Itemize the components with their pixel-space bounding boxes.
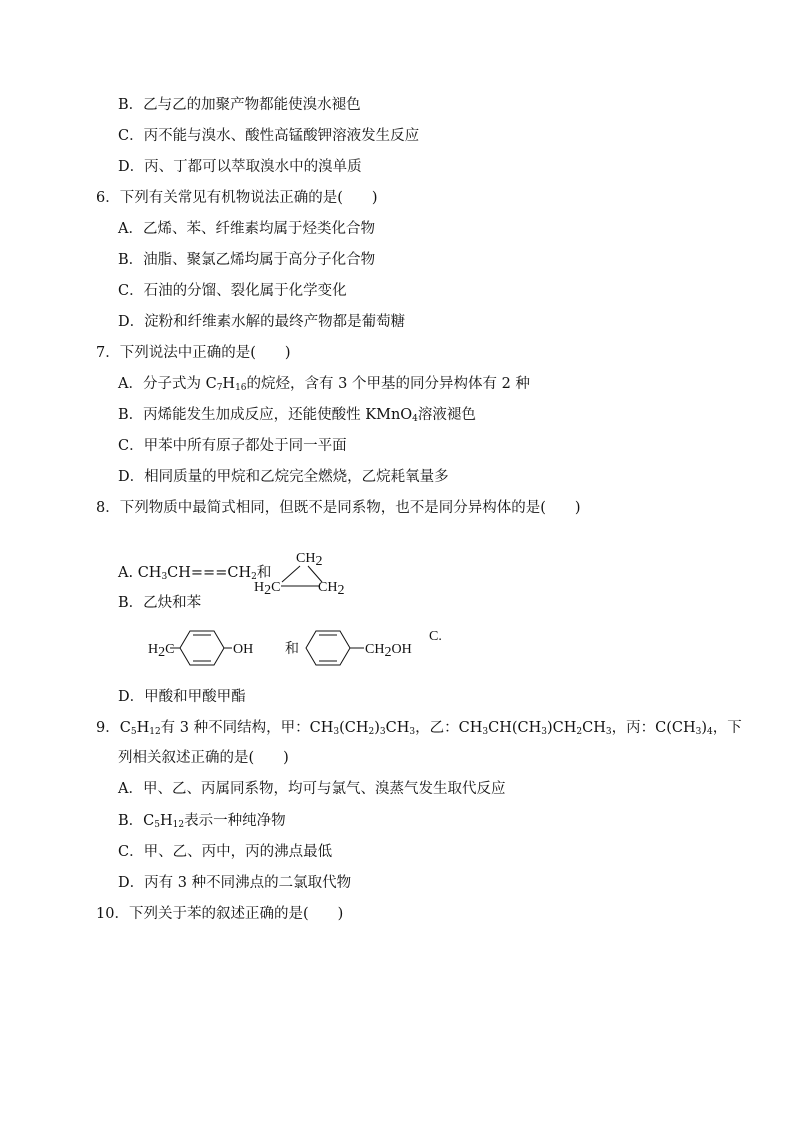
q9-option-c: C．甲、乙、丙中，丙的沸点最低 (118, 844, 333, 860)
svg-text:CH2: CH2 (296, 551, 323, 569)
q9-option-a: A．甲、乙、丙属同系物，均可与氯气、溴蒸气发生取代反应 (118, 781, 506, 797)
svg-text:C.: C. (429, 629, 442, 644)
q7-option-a: A．分子式为 $C_7H_{16}$的烷烃，含有 3 个甲基的同分异构体有 2 种 (118, 376, 530, 393)
option-c-prev: C．丙不能与溴水、酸性高锰酸钾溶液发生反应 (118, 128, 420, 144)
q6-option-b: B．油脂、聚氯乙烯均属于高分子化合物 (118, 252, 376, 268)
q6-option-a: A．乙烯、苯、纤维素均属于烃类化合物 (118, 221, 375, 237)
q8-option-b: B．乙炔和苯 (118, 595, 202, 611)
question-7-stem: 7．下列说法中正确的是( ) (96, 345, 291, 361)
svg-text:CH2: CH2 (318, 580, 345, 598)
question-8-stem: 8．下列物质中最简式相同，但既不是同系物，也不是同分异构体的是( ) (96, 500, 581, 516)
question-10-stem: 10．下列关于苯的叙述正确的是( ) (96, 906, 344, 922)
question-9-stem-line1: 9．$C_5H_{12}$有 3 种不同结构，甲：$CH_3(CH_2)_3CH_3$，乙：$CH_3CH(CH_3)CH_2CH_3$，丙：$C(CH_3)_4$，下 (96, 720, 742, 737)
q8-option-c-structures (146, 622, 446, 674)
svg-text:H2C: H2C (254, 580, 281, 598)
q7-option-c: C．甲苯中所有原子都处于同一平面 (118, 438, 347, 454)
q9-option-b: B．$C_5H_{12}$表示一种纯净物 (118, 813, 286, 830)
q7-option-b: B．丙烯能发生加成反应，还能使酸性 KMnO$_4$溶液褪色 (118, 407, 476, 424)
svg-text:OH: OH (233, 642, 254, 657)
svg-text:H2C: H2C (148, 642, 175, 660)
q9-option-d: D．丙有 3 种不同沸点的二氯取代物 (118, 875, 352, 891)
svg-text:CH2OH: CH2OH (365, 642, 412, 660)
q6-option-d: D．淀粉和纤维素水解的最终产物都是葡萄糖 (118, 314, 406, 330)
question-6-stem: 6．下列有关常见有机物说法正确的是( ) (96, 190, 378, 206)
question-9-stem-line2: 列相关叙述正确的是( ) (118, 750, 289, 766)
option-b-prev: B．乙与乙的加聚产物都能使溴水褪色 (118, 97, 361, 113)
q8-option-a: A. $CH_3CH===CH_2$和 (118, 565, 272, 582)
q6-option-c: C．石油的分馏、裂化属于化学变化 (118, 283, 347, 299)
q8-option-d: D．甲酸和甲酸甲酯 (118, 689, 246, 705)
option-d-prev: D．丙、丁都可以萃取溴水中的溴单质 (118, 159, 362, 175)
cyclopropane-structure (248, 542, 358, 602)
svg-text:和: 和 (285, 642, 299, 657)
q7-option-d: D．相同质量的甲烷和乙烷完全燃烧，乙烷耗氧量多 (118, 469, 449, 485)
